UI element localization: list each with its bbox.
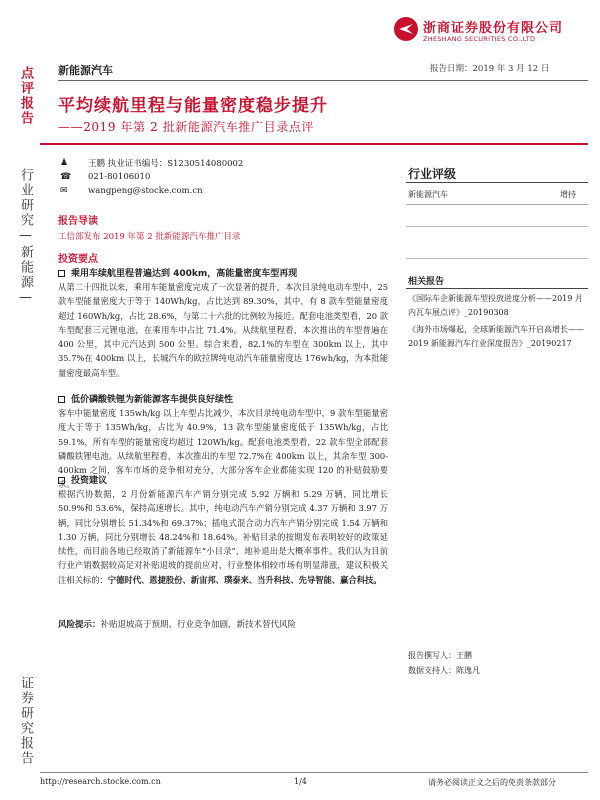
key-section-3 <box>58 473 388 587</box>
section-heading <box>58 392 388 406</box>
related-item[interactable]: 《海外市场爆起，全球新能源汽车开启高增长——2019 新能源汽车行业深度报告》_20190217 <box>408 324 584 348</box>
square-bullet-icon <box>58 477 65 484</box>
rating-title: 行业评级 <box>408 167 457 181</box>
brand-logo <box>393 12 593 48</box>
related-item[interactable]: 《国际车企新能源车型投放进度分析——2019 月内瓦车展点评》_20190308 <box>408 294 583 318</box>
header-rule <box>58 80 588 81</box>
related-title: 相关报告 <box>408 277 445 287</box>
section-3-body <box>58 487 388 587</box>
sidebar-bottom-label: 证券研究报告 <box>18 676 33 766</box>
sidebar-middle-label: 行业研究—新能源— <box>18 168 33 307</box>
section-3-heading: 投资建议 <box>71 476 108 486</box>
phone-row <box>60 170 390 184</box>
sidebar-top-label: 点评报告 <box>18 66 33 126</box>
report-date-label: 报告日期： <box>430 64 473 74</box>
square-bullet-icon <box>58 270 65 277</box>
related-list <box>408 292 588 351</box>
brand-name-en: ZHESHANG SECURITIES CO.,LTD <box>423 35 536 43</box>
footer-page: 1/4 <box>294 777 307 786</box>
rating-row-value: 增持 <box>560 190 576 199</box>
key-points-title: 投资要点 <box>58 254 98 265</box>
author-block <box>60 156 390 198</box>
footer-disclaimer: 请务必阅读正文之后的免责条款部分 <box>428 778 556 787</box>
guide-title: 报告导读 <box>58 216 98 227</box>
author-phone: 021-80106010 <box>88 172 151 182</box>
section-1-heading: 乘用车续航里程普遍达到 400km，高能量密度车型再现 <box>71 269 298 279</box>
section-1-body: 从第二十四批以来，乘用车能量密度完成了一次显著的提升，本次目录纯电动车型中，25 款车型能量密度大于等于 140Wh/kg，占比达到 89.30%，其中，有 8 款车型能量密度超过 160Wh/kg，占比 28.6%，与第二十六批的比例较为接近。配套电池类型看，20 款车型配套三元锂电池，在乘用车中占比 71.4%。从续航里程看，本次推出的车型普遍在 400 公里，其中元汽达到 500 公里。综合来看，82.1%的车型在 300km 以上，其中 35.7%在 400km 以上，长城汽车的欧拉牌纯电动汽车能量密度达 176wh/kg，为本批能量密度最高车型。 <box>58 282 388 378</box>
footer-url[interactable]: http://research.stocke.com.cn <box>40 777 161 786</box>
related-rule <box>406 288 588 289</box>
author-line: 王鹏 执业证书编号：S1230514080002 <box>88 159 244 169</box>
report-date <box>430 62 549 74</box>
writer-label: 报告撰写人： <box>408 651 456 660</box>
data-support-label: 数据支持人： <box>408 666 456 675</box>
author-row <box>60 156 390 170</box>
page-title: 平均续航里程与能量密度稳步提升 <box>58 96 328 116</box>
rating-rule-top <box>406 182 588 183</box>
author-email[interactable]: wangpeng@stocke.com.cn <box>88 186 203 196</box>
section-2-body: 客车中能量密度 135wh/kg 以上车型占比减少，本次目录纯电动车型中，9 款车型能量密度大于等于 135Wh/kg，占比为 40.9%，13 款车型能量密度低于 135Wh/kg，占比 59.1%，所有车型的能量密度均超过 120Wh/kg。配套电池类型看，22 款车型全部配套磷酸铁锂电池。从续航里程看，本次推出的车型 72.7%在 400km 以上，其余车型 300-400km 之间，客车市场的竞争相对充分，大部分客车企业都能实现 120 的补贴鼓励要求。 <box>58 408 388 490</box>
phone-icon: ☎ <box>60 172 72 182</box>
risk-label: 风险提示： <box>58 620 101 630</box>
data-support-name: 陈逸凡 <box>456 666 480 675</box>
section-heading <box>58 473 388 487</box>
footer-rule <box>40 772 588 773</box>
section-2-heading: 低价磷酸铁锂为新能源客车提供良好续性 <box>71 395 234 405</box>
page-subtitle: ——2019 年第 2 批新能源汽车推广目录点评 <box>58 120 315 134</box>
square-bullet-icon <box>58 396 65 403</box>
risk-text: 补贴退坡高于预期、行业竞争加剧，新技术替代风险 <box>100 620 297 630</box>
writer-row <box>408 650 472 661</box>
guide-text: 工信部发布 2019 年第 2 批新能源汽车推广目录 <box>58 232 241 242</box>
data-support-row <box>408 665 480 676</box>
rating-rule-sep1 <box>406 226 588 227</box>
risk-row <box>58 618 388 630</box>
section-3-stocks: 宁德时代、恩捷股份、新宙邦、璞泰来、当升科技、先导智能、赢合科技。 <box>107 574 382 585</box>
title-rule <box>40 143 588 145</box>
section-heading <box>58 266 388 280</box>
rating-row-label: 新能源汽车 <box>408 190 448 199</box>
report-date-value: 2019 年 3 月 12 日 <box>472 64 550 74</box>
header-section: 新能源汽车 <box>58 64 113 77</box>
rating-rule-sep2 <box>406 258 588 259</box>
person-icon: ♟ <box>60 158 69 168</box>
mail-row <box>60 184 390 198</box>
section-3-text: 根据汽协数据，2 月份新能源汽车产销分别完成 5.92 万辆和 5.29 万辆，同比增长 50.9%和 53.6%，保持高速增长。其中，纯电动汽车产销分别完成 4.37 万辆和 3.97 万辆，同比分别增长 51.34%和 69.37%；插电式混合动力汽车产销分别完成 1.54 万辆和 1.30 万辆，同比分别增长 48.24%和 18.64%。补贴目录的按期发布表明较好的政策延续性，而目前各地已经取消了新能源车“小目录”，地补退出是大概率事件。我们认为目前行业产销数据较高足对补贴退坡的提前应对，行业整体相较市场有明显滞涨，建议积极关注相关标的： <box>58 489 388 585</box>
mail-icon: ✉ <box>60 186 68 196</box>
rating-rule-bottom <box>406 204 588 205</box>
brand-name-cn: 浙商证券股份有限公司 <box>423 21 564 36</box>
writer-name: 王鹏 <box>456 651 472 660</box>
key-section-1 <box>58 266 388 380</box>
brand-logo-icon <box>393 16 419 42</box>
